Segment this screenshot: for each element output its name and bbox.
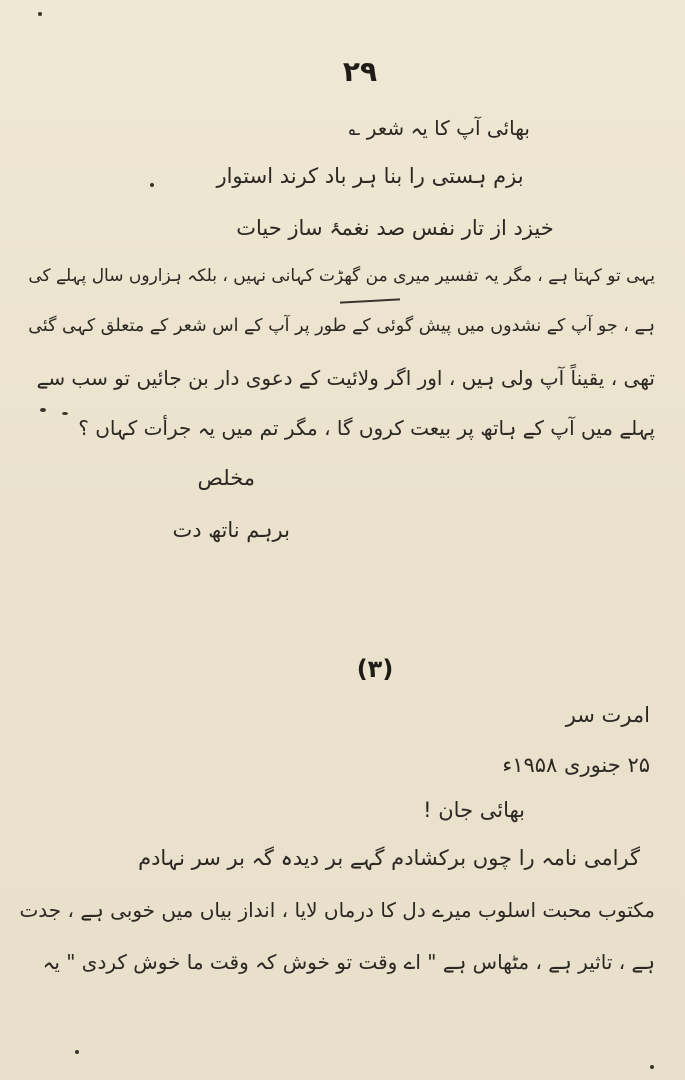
ink-speck	[75, 1050, 79, 1054]
ink-speck	[62, 412, 68, 415]
letter2-body-line-1: مکتوب محبت اسلوب میرے دل کا درماں لایا ، انداز بیاں میں خوبی ہے ، جدت	[19, 898, 655, 922]
letter1-signature: برہم ناتھ دت	[172, 518, 290, 542]
letter1-body-line-1: یہی تو کہتا ہے ، مگر یہ تفسیر میری من گھڑت کہانی نہیں ، بلکہ ہزاروں سال پہلے کی	[28, 266, 655, 286]
letter2-verse: گرامی نامہ را چوں برکشادم گہے بر دیدہ گہ بر سر نہادم	[138, 846, 640, 870]
ink-speck	[150, 183, 154, 187]
letter2-date: ۲۵ جنوری ۱۹۵۸ء	[502, 753, 650, 777]
ink-speck	[650, 1065, 654, 1069]
letter2-body-line-2: ہے ، تاثیر ہے ، مٹھاس ہے " اے وقت تو خوش کہ وقت ما خوش کردی " یہ	[42, 950, 655, 974]
letter1-body-line-3: تھی ، یقیناً آپ ولی ہیں ، اور اگر ولائیت کے دعوی دار بن جائیں تو سب سے	[36, 366, 655, 390]
pen-underline	[340, 298, 400, 303]
couplet-line-1: بزم ہستی را بنا ہر باد کرند استوار	[216, 164, 524, 188]
letter1-intro: بھائی آپ کا یہ شعر ؎	[348, 116, 530, 140]
letter1-body-line-2: ہے ، جو آپ کے نشدوں میں پیش گوئی کے طور پر آپ کے اس شعر کے متعلق کہی گئی	[28, 316, 655, 336]
letter-number: (۳)	[356, 655, 394, 683]
letter2-place: امرت سر	[565, 703, 650, 727]
ink-speck	[38, 12, 42, 16]
letter1-closing: مخلص	[197, 466, 255, 490]
page-number: ۲۹	[342, 55, 378, 88]
ink-speck	[40, 408, 46, 412]
letter1-body-line-4: پہلے میں آپ کے ہاتھ پر بیعت کروں گا ، مگر تم میں یہ جرأت کہاں ؟	[78, 416, 655, 440]
couplet-line-2: خیزد از تار نفس صد نغمۂ ساز حیات	[236, 216, 554, 240]
letter2-salutation: بھائی جان !	[423, 798, 525, 822]
